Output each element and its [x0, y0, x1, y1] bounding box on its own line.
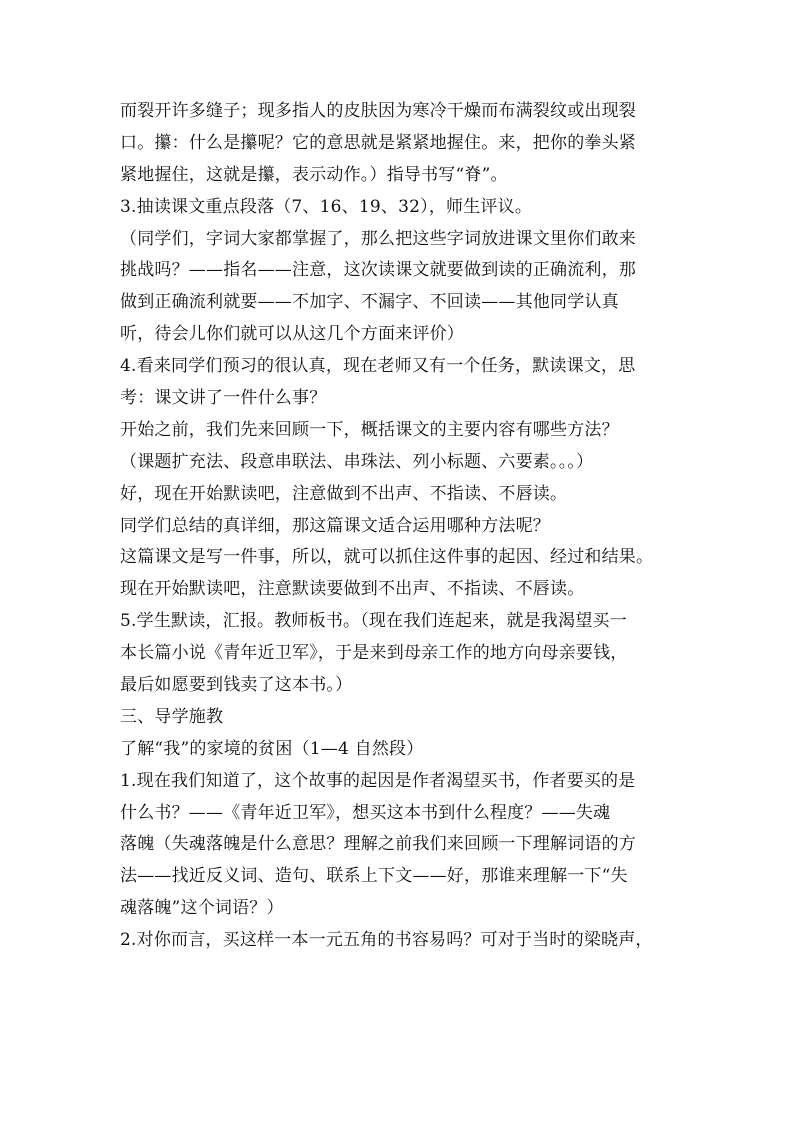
document-body [120, 96, 682, 957]
text-line: 开始之前，我们先来回顾一下，概括课文的主要内容有哪些方法？ [120, 419, 619, 440]
text-line: 而裂开许多缝子；现多指人的皮肤因为寒冷干燥而布满裂纹或出现裂 [120, 101, 636, 121]
text-line: 法——找近反义词、造句、联系上下文——好，那谁来理解一下“失 [120, 866, 628, 887]
text-line: 1.现在我们知道了，这个故事的起因是作者渴望买书，作者要买的是 [120, 770, 636, 791]
text-line: 什么书？——《青年近卫军》，想买这本书到什么程度？——失魂 [120, 802, 611, 823]
text-line: （课题扩充法、段意串联法、串珠法、列小标题、六要素。。。） [120, 451, 594, 472]
text-line: 挑战吗？——指名——注意，这次读课文就要做到读的正确流利，那 [120, 260, 636, 281]
text-line: 2.对你而言，买这样一本一元五角的书容易吗？可对于当时的梁晓声， [120, 930, 653, 951]
text-line: 考：课文讲了一件什么事？ [120, 388, 327, 409]
text-line: 紧地握住，这就是攥，表示动作。）指导书写“脊”。 [120, 164, 508, 185]
text-line: 这篇课文是写一件事，所以，就可以抓住这件事的起因、经过和结果。 [120, 547, 654, 568]
section-heading: 三、导学施教 [120, 706, 224, 727]
text-line: 做到正确流利就要——不加字、不漏字、不回读——其他同学认真 [120, 292, 619, 313]
text-line: 现在开始默读吧，注意默读要做到不出声、不指读、不唇读。 [120, 579, 585, 600]
text-line: 4.看来同学们预习的很认真，现在老师又有一个任务，默读课文，思 [120, 356, 636, 377]
text-line: 落魄（失魂落魄是什么意思？理解之前我们来回顾一下理解词语的方 [120, 834, 636, 855]
text-line: （同学们，字词大家都掌握了，那么把这些字词放进课文里你们敢来 [120, 228, 636, 249]
text-line: 本长篇小说《青年近卫军》，于是来到母亲工作的地方向母亲要钱， [120, 643, 628, 664]
text-line: 魂落魄”这个词语？） [120, 898, 284, 919]
text-line: 了解“我”的家境的贫困（1—4 自然段） [120, 738, 424, 759]
text-line: 3.抽读课文重点段落（7、16、19、32），师生评议。 [120, 196, 533, 217]
text-line: 5.学生默读，汇报。教师板书。（现在我们连起来，就是我渴望买一 [120, 611, 627, 632]
text-line: 口。攥：什么是攥呢？它的意思就是紧紧地握住。来，把你的拳头紧 [120, 132, 636, 153]
text-line: 同学们总结的真详细，那这篇课文适合运用哪种方法呢？ [120, 515, 550, 536]
text-line: 听，待会儿你们就可以从这几个方面来评价） [120, 324, 464, 345]
text-line: 好，现在开始默读吧，注意做到不出声、不指读、不唇读。 [120, 483, 568, 504]
text-line: 最后如愿要到钱卖了这本书。） [120, 675, 353, 696]
